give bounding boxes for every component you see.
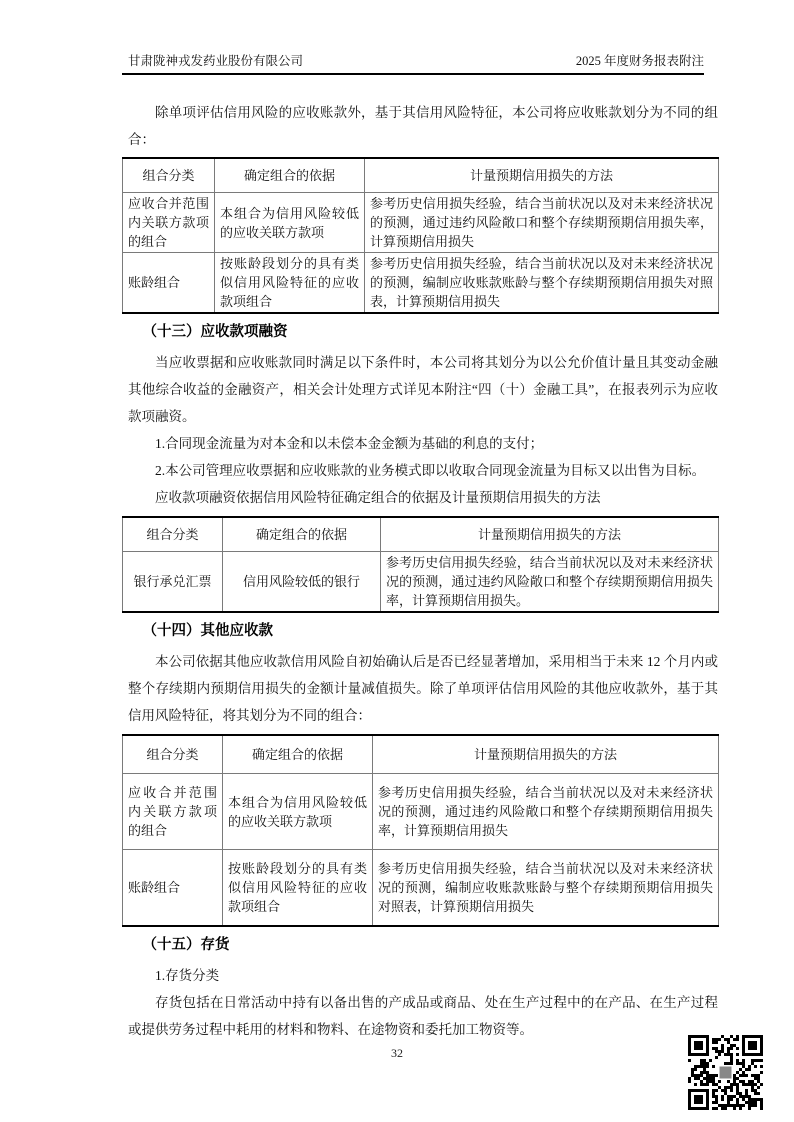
page-header xyxy=(128,53,704,69)
col-header-basis: 确定组合的依据 xyxy=(215,158,365,193)
section13-item-1: 1.合同现金流量为对本金和以未偿本金金额为基础的利息的支付； xyxy=(155,436,544,451)
table-row xyxy=(123,774,719,850)
page-content xyxy=(128,99,718,1043)
table-cell: 应收合并范围内关联方款项的组合 xyxy=(123,774,223,850)
col-header-method: 计量预期信用损失的方法 xyxy=(381,517,719,552)
company-name: 甘肃陇神戎发药业股份有限公司 xyxy=(128,54,304,68)
table-cell: 账龄组合 xyxy=(123,850,223,927)
table-header-row xyxy=(123,158,719,193)
col-header-method: 计量预期信用损失的方法 xyxy=(373,735,719,774)
intro-paragraph: 除单项评估信用风险的应收账款外，基于其信用风险特征，本公司将应收账款划分为不同的组合： xyxy=(128,105,718,147)
col-header-basis: 确定组合的依据 xyxy=(223,735,373,774)
table-cell: 参考历史信用损失经验，结合当前状况以及对未来经济状况的预测，通过违约风险敞口和整个存续期预期信用损失率，计算预期信用损失。 xyxy=(381,552,719,613)
table-cell: 账龄组合 xyxy=(123,253,215,314)
table-row xyxy=(123,850,719,927)
table-header-row xyxy=(123,735,719,774)
col-header-portfolio: 组合分类 xyxy=(123,517,223,552)
page-number: 32 xyxy=(391,1046,403,1060)
section13-lead: 应收款项融资依据信用风险特征确定组合的依据及计量预期信用损失的方法 xyxy=(155,490,601,505)
header-rule xyxy=(122,73,704,75)
section13-item-2: 2.本公司管理应收票据和应收账款的业务模式即以收取合同现金流量为目标又以出售为目标。 xyxy=(155,463,706,478)
table-cell: 参考历史信用损失经验，结合当前状况以及对未来经济状况的预测，通过违约风险敞口和整个存续期预期信用损失率，计算预期信用损失 xyxy=(373,774,719,850)
table-row xyxy=(123,193,719,253)
table-cell: 参考历史信用损失经验，结合当前状况以及对未来经济状况的预测，通过违约风险敞口和整个存续期预期信用损失率，计算预期信用损失 xyxy=(365,193,719,253)
section13-paragraph: 当应收票据和应收账款同时满足以下条件时，本公司将其划分为以公允价值计量且其变动金融其他综合收益的金融资产，相关会计处理方式详见本附注“四（十）金融工具”，在报表列示为应收款项融资。 xyxy=(128,355,718,424)
table-cell: 按账龄段划分的具有类似信用风险特征的应收款项组合 xyxy=(223,850,373,927)
col-header-basis: 确定组合的依据 xyxy=(223,517,381,552)
other-receivables-portfolio-table xyxy=(122,734,719,927)
table-cell: 信用风险较低的银行 xyxy=(223,552,381,613)
table-cell: 参考历史信用损失经验，结合当前状况以及对未来经济状况的预测，编制应收账款账龄与整个存续期预期信用损失对照表，计算预期信用损失 xyxy=(373,850,719,927)
section-heading-13: （十三）应收款项融资 xyxy=(142,324,288,340)
col-header-portfolio: 组合分类 xyxy=(123,158,215,193)
qr-code xyxy=(688,1035,763,1110)
table-header-row xyxy=(123,517,719,552)
section-heading-14: （十四）其他应收款 xyxy=(142,623,273,639)
table-cell: 本组合为信用风险较低的应收关联方款项 xyxy=(223,774,373,850)
table-row xyxy=(123,552,719,613)
financing-portfolio-table xyxy=(122,516,719,613)
col-header-portfolio: 组合分类 xyxy=(123,735,223,774)
section15-paragraph: 存货包括在日常活动中持有以备出售的产成品或商品、处在生产过程中的在产品、在生产过程或提供劳务过程中耗用的材料和物料、在途物资和委托加工物资等。 xyxy=(128,995,718,1037)
table-cell: 按账龄段划分的具有类似信用风险特征的应收款项组合 xyxy=(215,253,365,314)
report-title: 2025 年度财务报表附注 xyxy=(575,54,704,68)
table-cell: 参考历史信用损失经验，结合当前状况以及对未来经济状况的预测，编制应收账款账龄与整个存续期预期信用损失对照表，计算预期信用损失 xyxy=(365,253,719,314)
table-cell: 银行承兑汇票 xyxy=(123,552,223,613)
table-row xyxy=(123,253,719,314)
table-cell: 应收合并范围内关联方款项的组合 xyxy=(123,193,215,253)
receivables-portfolio-table xyxy=(122,157,719,314)
section15-item: 1.存货分类 xyxy=(155,968,220,983)
section14-paragraph: 本公司依据其他应收款信用风险自初始确认后是否已经显著增加，采用相当于未来 12 个月内或整个存续期内预期信用损失的金额计量减值损失。除了单项评估信用风险的其他应收款外，基于其信用风险特征，将其划分为不同的组合： xyxy=(128,654,718,723)
col-header-method: 计量预期信用损失的方法 xyxy=(365,158,719,193)
table-cell: 本组合为信用风险较低的应收关联方款项 xyxy=(215,193,365,253)
section-heading-15: （十五）存货 xyxy=(142,937,230,953)
